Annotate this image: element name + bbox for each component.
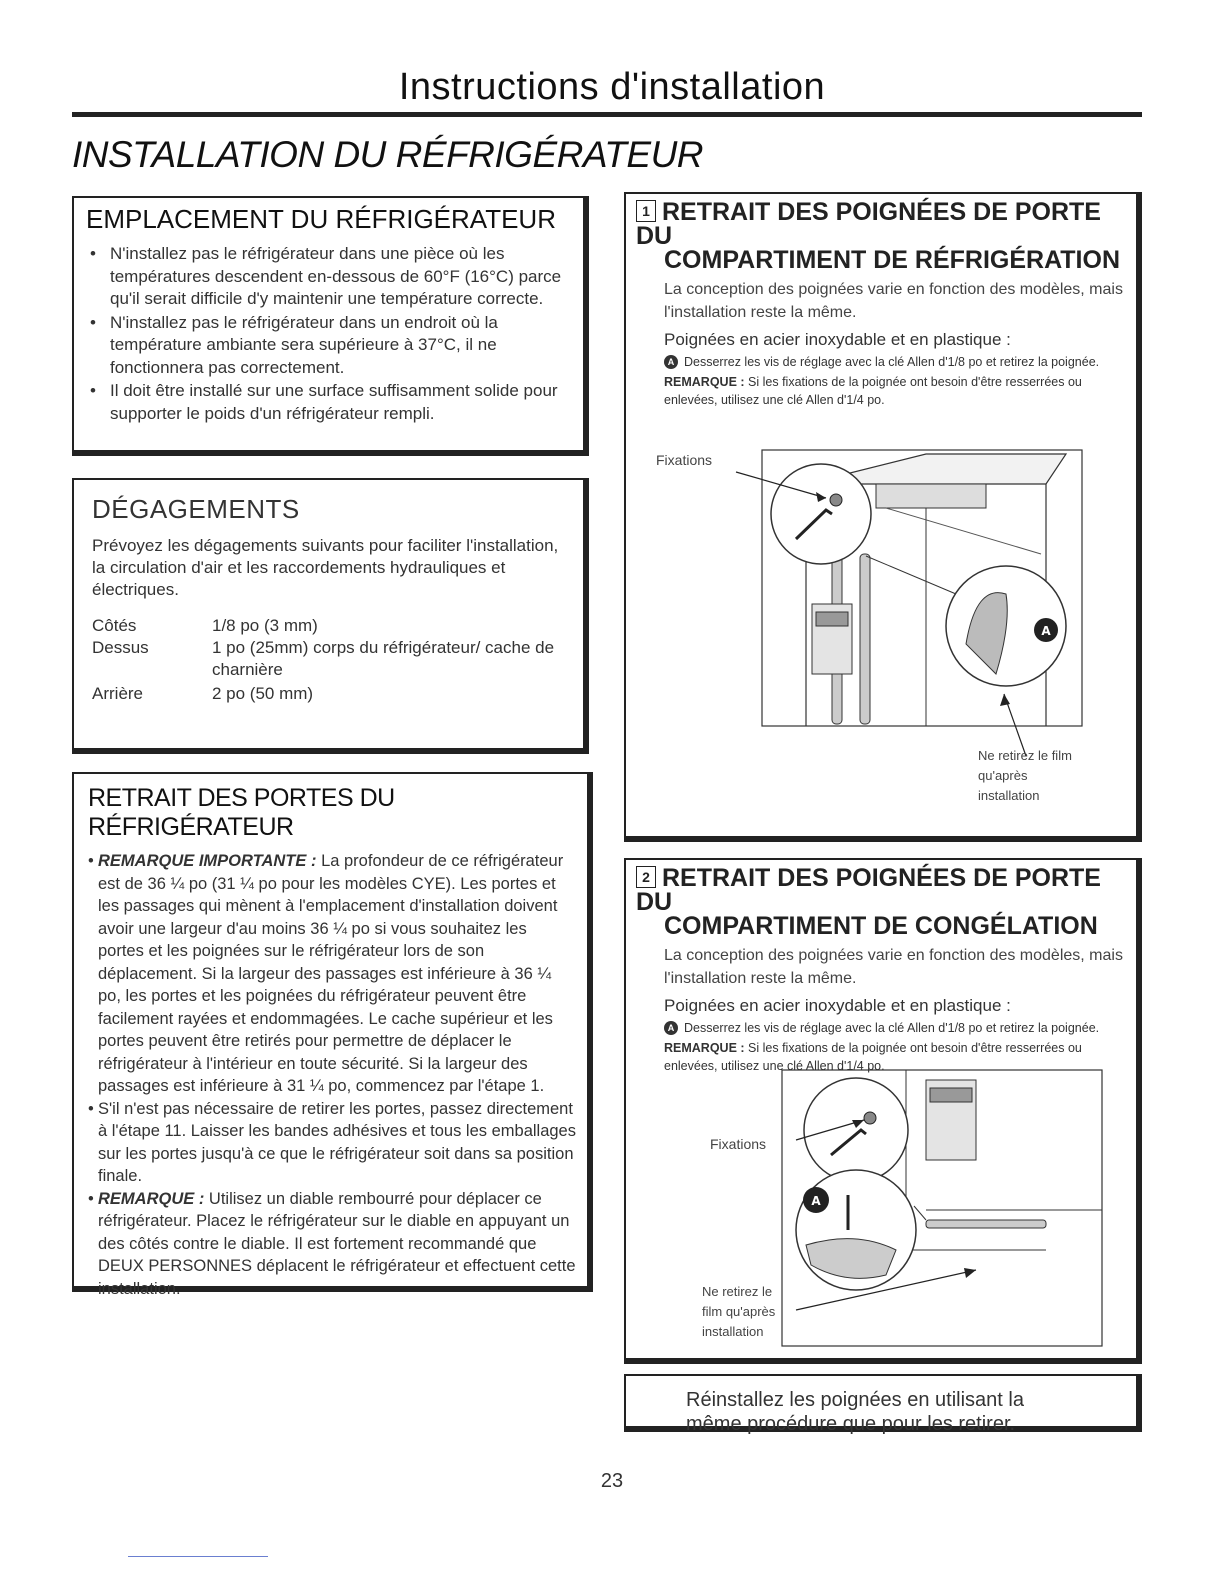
emplacement-item-2: • N'installez pas le réfrigérateur dans un endroit où la température ambiante sera supérieure à 37°C, il ne fonctionnera pas correctement. [86, 312, 571, 380]
degagements-box [72, 478, 589, 754]
portes-item-1-label: REMARQUE IMPORTANTE : [98, 852, 317, 870]
refr-title-line-1: RETRAIT DES POIGNÉES DE PORTE DU [636, 198, 1101, 250]
clearance-label: Côtés [92, 616, 137, 635]
clearance-value: 1/8 po (3 mm) [212, 616, 318, 635]
refr-title-line-2: COMPARTIMENT DE RÉFRIGÉRATION [664, 246, 1121, 274]
refr-note-text: Si les fixations de la poignée ont besoin d'être resserrées ou enlevées, utilisez une clé Allen d'1/4 po. [664, 375, 1082, 407]
portes-item-2 [88, 1098, 577, 1188]
refr-fixations-label: Fixations [656, 452, 713, 468]
degagements-intro: Prévoyez les dégagements suivants pour faciliter l'installation, la circulation d'air et les raccordements hydrauliques et électriques. [92, 536, 559, 599]
portes-title: RETRAIT DES PORTES DU RÉFRIGÉRATEUR [88, 784, 395, 841]
svg-text:A: A [811, 1194, 821, 1208]
clearance-row [92, 615, 565, 637]
page-number: 23 [600, 1470, 624, 1492]
refr-body: La conception des poignées varie en fonction des modèles, mais l'installation reste la même. [664, 281, 1123, 321]
cong-film-label: Ne retirez le film qu'après installation [702, 1284, 776, 1339]
clearance-row [92, 683, 565, 705]
cong-title-line-2: COMPARTIMENT DE CONGÉLATION [664, 912, 1098, 940]
portes-box [72, 772, 593, 1298]
portes-item-3-text: Utilisez un diable rembourré pour déplacer ce réfrigérateur. Placez le réfrigérateur sur le diable en appuyant un des côtés contre le diable. Il est fortement recommandé que DEUX PERSONNES déplacent le réfrigérateur et effectuent cette installation. [98, 1189, 576, 1298]
emplacement-item-3: • Il doit être installé sur une surface suffisamment solide pour supporter le poids d'un réfrigérateur rempli. [86, 380, 571, 425]
cong-note-text: Si les fixations de la poignée ont besoin d'être resserrées ou enlevées, utilisez une clé Allen d'1/4 po. [664, 1041, 1082, 1073]
emplacement-title: EMPLACEMENT DU RÉFRIGÉRATEUR [86, 204, 556, 234]
cong-fixations-label: Fixations [710, 1136, 767, 1152]
clearance-value: 2 po (50 mm) [212, 684, 314, 703]
emplacement-item-1: • N'installez pas le réfrigérateur dans une pièce où les températures descendent en-dessous de 60°F (16°C) parce qu'il serait difficile d'y maintenir une température correcte. [86, 243, 571, 311]
step-number-badge: 2 [636, 866, 656, 888]
section-title: INSTALLATION DU RÉFRIGÉRATEUR [72, 134, 704, 175]
cong-handles-box [624, 858, 1142, 1364]
refr-note [664, 373, 1126, 409]
clearance-value: 1 po (25mm) corps du réfrigérateur/ cache de charnière [212, 638, 555, 679]
portes-item-1 [88, 850, 577, 1098]
refr-note-label: REMARQUE : [664, 375, 745, 389]
degagements-title: DÉGAGEMENTS [92, 494, 300, 524]
cong-handles-title [636, 866, 1126, 938]
header-rule [72, 112, 1142, 117]
portes-item-3-label: REMARQUE : [98, 1189, 205, 1208]
clearance-label: Arrière [92, 684, 144, 703]
step-number-badge: 1 [636, 200, 656, 222]
svg-text:A: A [1041, 624, 1051, 638]
cong-note-label: REMARQUE : [664, 1041, 745, 1055]
page-header-title: Instructions d'installation [398, 66, 826, 108]
clearance-row [92, 637, 565, 681]
cong-title-line-1: RETRAIT DES POIGNÉES DE PORTE DU [636, 864, 1101, 916]
clearance-label: Dessus [92, 638, 149, 657]
refr-handles-box [624, 192, 1142, 842]
portes-list [88, 850, 577, 1300]
emplacement-list [86, 243, 571, 425]
refr-handles-title [636, 200, 1126, 272]
cong-subhead: Poignées en acier inoxydable et en plastique : [664, 996, 1011, 1015]
refr-subhead: Poignées en acier inoxydable et en plastique : [664, 330, 1011, 349]
portes-item-1-text: La profondeur de ce réfrigérateur est de 36 ¼ po (31 ¼ po pour les modèles CYE). Les portes et les passages qui mènent à l'emplacement d'installation doivent avoir une largeur d'au moins 36 ¼ po si vous souhaitez les portes et les poignées sur le réfrigérateur lors de son déplacement. Si la largeur des passages est inférieure à 36 ¼ po, les portes et les poignées du réfrigérateur peuvent être facilement rayées et endommagées. Le cache supérieur et les portes peuvent être retirés pour permettre de déplacer le réfrigérateur à l'intérieur en toute sécurité. Si la largeur des passages est inférieure à 31 ¼ po, commencez par l'étape 1. [98, 852, 564, 1095]
step-a-marker: A [664, 355, 678, 369]
emplacement-box [72, 196, 589, 456]
cong-step-a-text: Desserrez les vis de réglage avec la clé Allen d'1/8 po et retirez la poignée. [684, 1021, 1100, 1035]
refr-film-label: Ne retirez le film qu'après installation [978, 748, 1072, 803]
footer-rule [128, 1556, 268, 1557]
portes-item-3 [88, 1188, 577, 1301]
refr-handle-illustration [626, 444, 1136, 834]
reinstall-text: Réinstallez les poignées en utilisant la même procédure que pour les retirer. [686, 1389, 1024, 1435]
portes-item-2-text: S'il n'est pas nécessaire de retirer les portes, passez directement à l'étape 11. Laisser les bandes adhésives et tous les emballages sur les portes jusqu'à ce que le réfrigérateur soit dans sa position finale. [98, 1099, 576, 1185]
cong-handle-illustration [626, 1060, 1136, 1356]
reinstall-box [624, 1374, 1142, 1435]
cong-step-a [664, 1019, 1126, 1037]
cong-body: La conception des poignées varie en fonction des modèles, mais l'installation reste la même. [664, 947, 1123, 987]
step-a-marker: A [664, 1021, 678, 1035]
refr-step-a-text: Desserrez les vis de réglage avec la clé Allen d'1/8 po et retirez la poignée. [684, 355, 1100, 369]
refr-step-a [664, 353, 1126, 371]
